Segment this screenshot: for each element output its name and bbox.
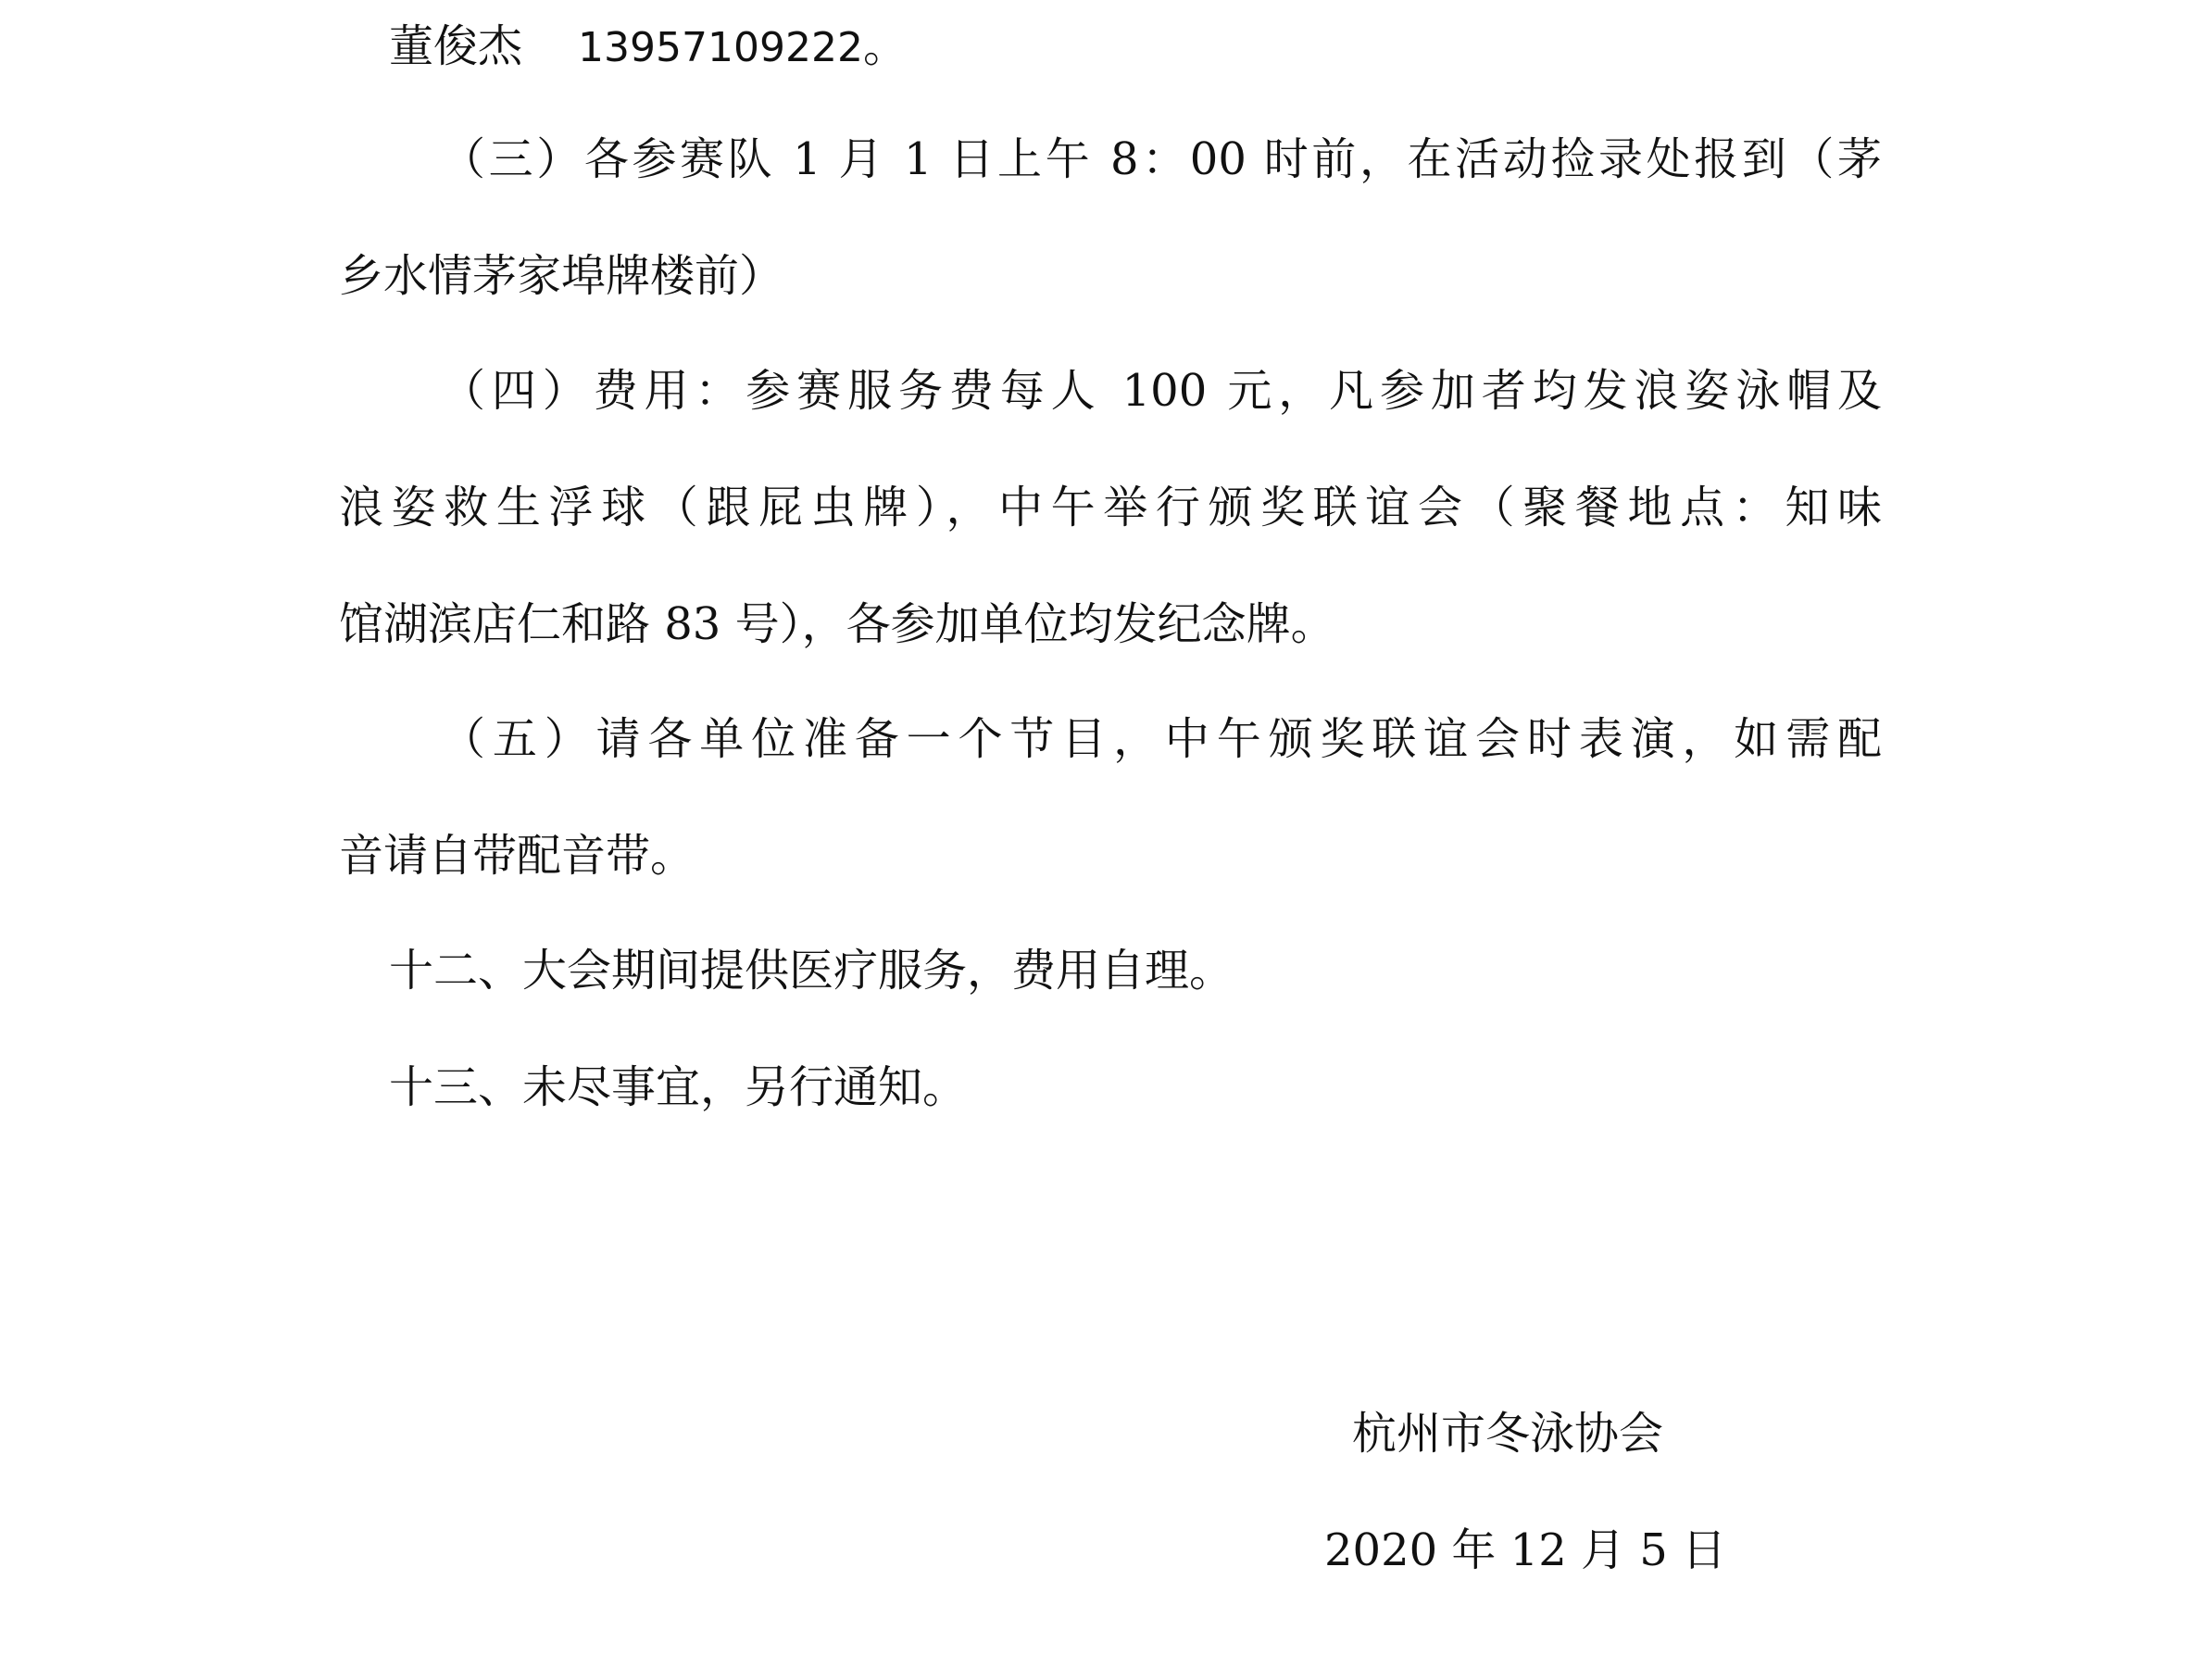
- signature-date: 2020 年 12 月 5 日: [1324, 1524, 1727, 1576]
- item-five-line-2: 音请自带配音带。: [339, 830, 695, 882]
- section-thirteen: 十三、未尽事宜，另行通知。: [389, 1061, 968, 1113]
- signature-organization: 杭州市冬泳协会: [1352, 1408, 1664, 1460]
- contact-name: 董俊杰: [389, 20, 523, 72]
- item-four-line-2: 浪姿救生浮球（跟屁虫牌），中午举行颁奖联谊会（聚餐地点：知味: [339, 482, 1882, 533]
- item-three-line-2: 乡水情茅家埠牌楼前）: [339, 250, 784, 302]
- item-four-line-3: 馆湖滨店仁和路 83 号），各参加单位均发纪念牌。: [339, 598, 1335, 650]
- section-twelve: 十二、大会期间提供医疗服务，费用自理。: [389, 945, 1234, 997]
- contact-line: [389, 19, 908, 76]
- item-three-line-1: （三）各参赛队 1 月 1 日上午 8：00 时前，在活动捡录处报到（茅: [441, 133, 1882, 185]
- contact-end: 。: [862, 20, 908, 72]
- contact-phone: 13957109222: [578, 24, 863, 71]
- item-four-line-1: （四）费用：参赛服务费每人 100 元，凡参加者均发浪姿泳帽及: [441, 365, 1882, 417]
- item-five-line-1: （五）请各单位准备一个节目，中午颁奖联谊会时表演，如需配: [441, 713, 1882, 765]
